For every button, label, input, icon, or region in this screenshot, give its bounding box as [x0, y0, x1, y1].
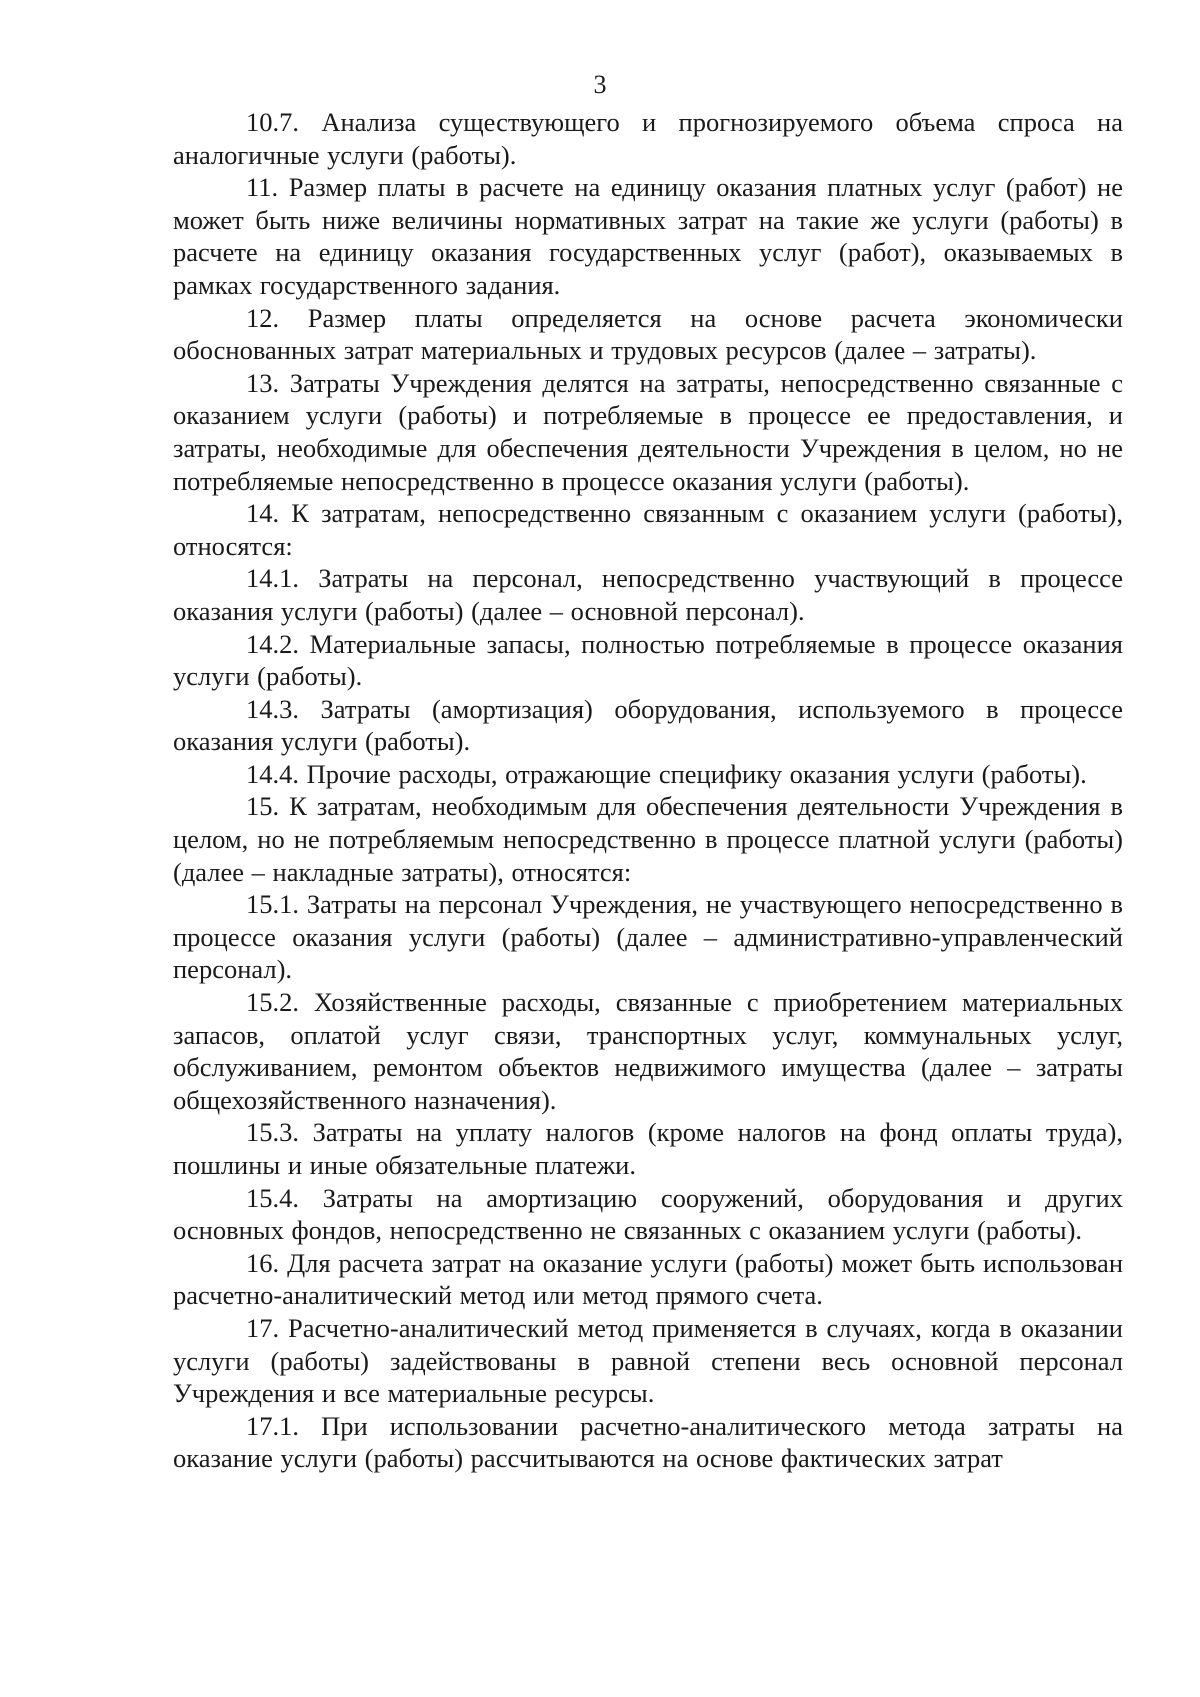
document-body: [173, 106, 1123, 1475]
page-number: 3: [593, 70, 607, 99]
paragraph-16: 16. Для расчета затрат на оказание услуги (работы) может быть использован расчетно-аналитический метод или метод прямого счета.: [173, 1247, 1123, 1311]
paragraph-15-4: 15.4. Затраты на амортизацию сооружений, оборудования и других основных фондов, непосредственно не связанных с оказанием услуги (работы).: [173, 1182, 1123, 1246]
paragraph-12: 12. Размер платы определяется на основе расчета экономически обоснованных затрат материальных и трудовых ресурсов (далее – затраты).: [173, 302, 1123, 366]
paragraph-17-1: 17.1. При использовании расчетно-аналитического метода затраты на оказание услуги (работы) рассчитываются на основе фактических затрат: [173, 1410, 1123, 1474]
paragraph-14-4: 14.4. Прочие расходы, отражающие специфику оказания услуги (работы).: [246, 758, 1087, 789]
paragraph-15: 15. К затратам, необходимым для обеспечения деятельности Учреждения в целом, но не потребляемым непосредственно в процессе платной услуги (работы) (далее – накладные затраты), относятся:: [173, 791, 1123, 887]
paragraph-15-2: 15.2. Хозяйственные расходы, связанные с приобретением материальных запасов, оплатой услуг связи, транспортных услуг, коммунальных услуг, обслуживанием, ремонтом объектов недвижимого имущества (далее – затраты общехозяйственного назначения).: [173, 987, 1123, 1115]
paragraph-15-1: 15.1. Затраты на персонал Учреждения, не участвующего непосредственно в процессе оказания услуги (работы) (далее – административно-управленческий персонал).: [173, 889, 1123, 985]
paragraph-17: 17. Расчетно-аналитический метод применяется в случаях, когда в оказании услуги (работы) задействованы в равной степени весь основной персонал Учреждения и все материальные ресурсы.: [173, 1312, 1123, 1409]
paragraph-13: 13. Затраты Учреждения делятся на затраты, непосредственно связанные с оказанием услуги (работы) и потребляемые в процессе ее предоставления, и затраты, необходимые для обеспечения деятельности Учреждения в целом, но не потребляемые непосредственно в процессе оказания услуги (работы).: [173, 367, 1123, 496]
paragraph-14: 14. К затратам, непосредственно связанным с оказанием услуги (работы), относятся:: [173, 498, 1123, 561]
paragraph-15-3: 15.3. Затраты на уплату налогов (кроме налогов на фонд оплаты труда), пошлины и иные обязательные платежи.: [173, 1117, 1123, 1180]
paragraph-14-1: 14.1. Затраты на персонал, непосредственно участвующий в процессе оказания услуги (работы) (далее – основной персонал).: [173, 563, 1123, 626]
paragraph-14-2: 14.2. Материальные запасы, полностью потребляемые в процессе оказания услуги (работы).: [173, 628, 1123, 692]
paragraph-10-7: 10.7. Анализа существующего и прогнозируемого объема спроса на аналогичные услуги (работы).: [173, 107, 1123, 170]
paragraph-14-3: 14.3. Затраты (амортизация) оборудования, используемого в процессе оказания услуги (работы).: [173, 693, 1123, 757]
paragraph-11: 11. Размер платы в расчете на единицу оказания платных услуг (работ) не может быть ниже величины нормативных затрат на такие же услуги (работы) в расчете на единицу оказания государственных услуг (работ), оказываемых в рамках государственного задания.: [173, 172, 1123, 300]
